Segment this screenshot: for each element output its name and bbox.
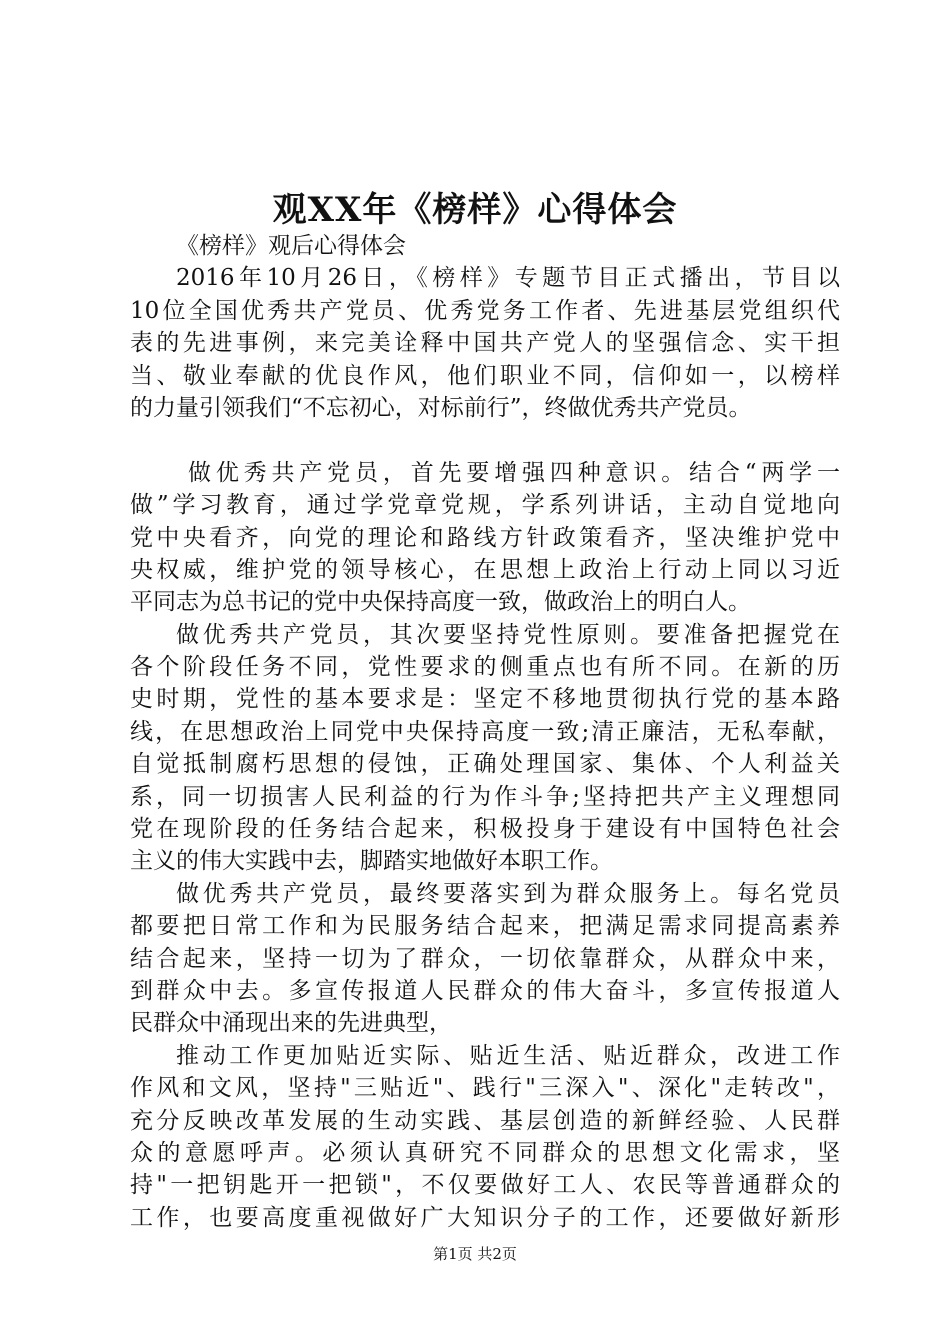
text-line: 做优秀共产党员，其次要坚持党性原则。要准备把握党在 bbox=[176, 621, 840, 648]
text-line: 平同志为总书记的党中央保持高度一致，做政治上的明白人。 bbox=[130, 589, 751, 616]
text-line: 众的意愿呼声。必须认真研究不同群众的思想文化需求，坚 bbox=[130, 1139, 840, 1166]
text-line: 结合起来，坚持一切为了群众，一切依靠群众，从群众中来， bbox=[130, 945, 840, 972]
text-line: 线，在思想政治上同党中央保持高度一致;清正廉洁，无私奉献， bbox=[130, 718, 840, 745]
text-line: 央权威，维护党的领导核心，在思想上政治上行动上同以习近 bbox=[130, 556, 840, 583]
text-line: 民群众中涌现出来的先进典型， bbox=[130, 1010, 452, 1037]
text-line: 都要把日常工作和为民服务结合起来，把满足需求同提高素养 bbox=[130, 913, 840, 940]
text-line: 充分反映改革发展的生动实践、基层创造的新鲜经验、人民群 bbox=[130, 1107, 840, 1134]
text-line: 到群众中去。多宣传报道人民群众的伟大奋斗，多宣传报道人 bbox=[130, 977, 840, 1004]
document-body bbox=[130, 230, 840, 1234]
document-title: 观XX年《榜样》心得体会 bbox=[272, 190, 678, 230]
text-line: 当、敬业奉献的优良作风，他们职业不同，信仰如一，以榜样 bbox=[130, 362, 840, 389]
text-line: 作风和文风，坚持"三贴近"、践行"三深入"、深化"走转改"， bbox=[130, 1075, 840, 1102]
text-line: 的力量引领我们“不忘初心，对标前行”，终做优秀共产党员。 bbox=[130, 394, 752, 421]
text-line: 10位全国优秀共产党员、优秀党务工作者、先进基层党组织代 bbox=[130, 297, 840, 324]
paragraph-gap bbox=[130, 424, 840, 456]
subtitle-line: 《榜样》观后心得体会 bbox=[176, 233, 406, 259]
text-line: 表的先进事例，来完美诠释中国共产党人的坚强信念、实干担 bbox=[130, 330, 840, 357]
text-line: 做”学习教育，通过学党章党规，学系列讲话，主动自觉地向 bbox=[130, 492, 840, 519]
text-line: 推动工作更加贴近实际、贴近生活、贴近群众，改进工作 bbox=[176, 1042, 840, 1069]
text-line: 各个阶段任务不同，党性要求的侧重点也有所不同。在新的历 bbox=[130, 654, 840, 681]
text-line: 持"一把钥匙开一把锁"，不仅要做好工人、农民等普通群众的 bbox=[130, 1172, 840, 1199]
text-line: 做优秀共产党员，首先要增强四种意识。结合“两学一 bbox=[188, 459, 840, 486]
text-line: 党在现阶段的任务结合起来，积极投身于建设有中国特色社会 bbox=[130, 816, 840, 843]
text-line: 党中央看齐，向党的理论和路线方针政策看齐，坚决维护党中 bbox=[130, 524, 840, 551]
text-line: 自觉抵制腐朽思想的侵蚀，正确处理国家、集体、个人利益关 bbox=[130, 751, 840, 778]
page-number-footer: 第1页 共2页 bbox=[433, 1245, 517, 1263]
text-line: 工作，也要高度重视做好广大知识分子的工作，还要做好新形 bbox=[130, 1204, 840, 1231]
text-line: 主义的伟大实践中去，脚踏实地做好本职工作。 bbox=[130, 848, 613, 875]
text-line: 系，同一切损害人民利益的行为作斗争;坚持把共产主义理想同 bbox=[130, 783, 840, 810]
text-line: 做优秀共产党员，最终要落实到为群众服务上。每名党员 bbox=[176, 880, 840, 907]
text-line: 2016年10月26日，《榜样》专题节目正式播出，节目以 bbox=[176, 265, 840, 292]
text-line: 史时期，党性的基本要求是：坚定不移地贯彻执行党的基本路 bbox=[130, 686, 840, 713]
